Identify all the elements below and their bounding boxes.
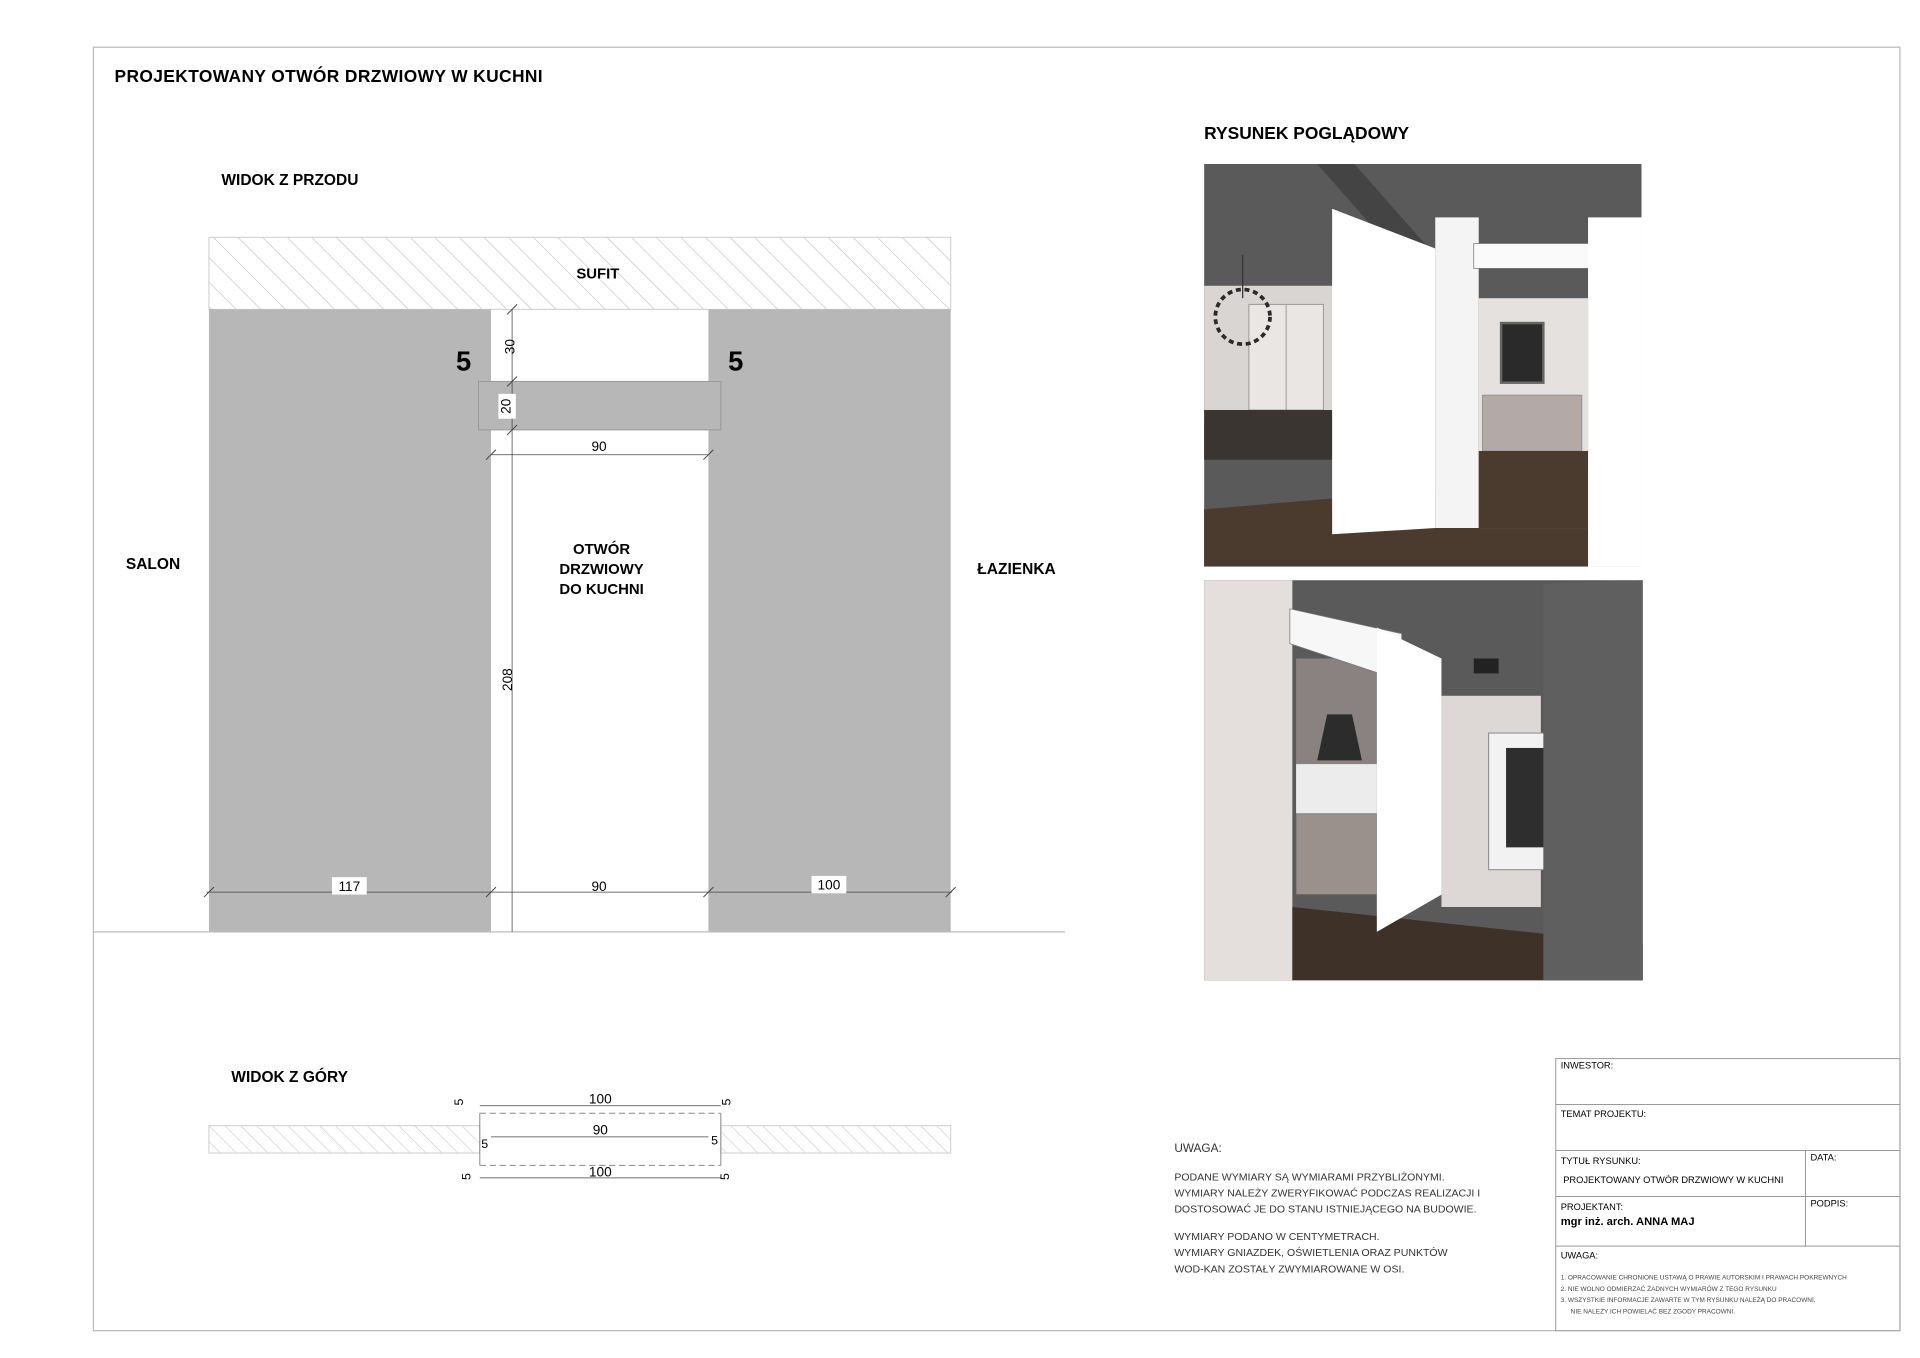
remarks-label: UWAGA: <box>1560 1250 1599 1261</box>
top-view-title: WIDOK Z GÓRY <box>231 1069 348 1087</box>
opening-label-2: DRZWIOWY <box>559 562 644 579</box>
remark-2: 2. NIE WOLNO ODMIERZAĆ ŻADNYCH WYMIARÓW Z TEGO RYSUNKU <box>1560 1285 1777 1293</box>
overhang-right: 5 <box>728 345 744 377</box>
render-top <box>1204 164 1641 567</box>
dim-wall-right: 100 <box>817 877 841 893</box>
notes-a-1: PODANE WYMIARY SĄ WYMIARAMI PRZYBLIŻONYMI. <box>1174 1171 1445 1184</box>
drawing-title-label: TYTUŁ RYSUNKU: <box>1560 1156 1641 1167</box>
drawing-title: PROJEKTOWANY OTWÓR DRZWIOWY W KUCHNI <box>1563 1174 1784 1185</box>
sheet-title: PROJEKTOWANY OTWÓR DRZWIOWY W KUCHNI <box>114 66 543 87</box>
remark-1: 1. OPRACOWANIE CHRONIONE USTAWĄ O PRAWIE AUTORSKIM I PRAWACH POKREWNYCH <box>1560 1274 1847 1282</box>
dim-lintel: 20 <box>498 398 514 414</box>
designer-name: mgr inż. arch. ANNA MAJ <box>1560 1216 1695 1229</box>
dim-top-gap: 30 <box>502 339 518 355</box>
wall-right <box>708 309 950 931</box>
investor-label: INWESTOR: <box>1560 1060 1614 1071</box>
plan-dim-small-4: 5 <box>711 1133 719 1148</box>
project-topic-label: TEMAT PROJEKTU: <box>1560 1108 1647 1119</box>
notes-a-3: DOSTOSOWAĆ JE DO STANU ISTNIEJĄCEGO NA BUDOWIE. <box>1174 1203 1477 1216</box>
notes <box>1174 1141 1480 1276</box>
ceiling-label: SUFIT <box>576 266 620 283</box>
plan-dim-bottom: 100 <box>588 1164 612 1180</box>
render-bottom <box>1204 580 1643 980</box>
front-view-title: WIDOK Z PRZODU <box>221 172 359 190</box>
plan-wall-left <box>209 1126 480 1153</box>
plan-dim-top: 100 <box>588 1091 612 1107</box>
designer-label: PROJEKTANT: <box>1560 1202 1624 1213</box>
date-label: DATA: <box>1810 1152 1837 1163</box>
top-view <box>209 1068 951 1180</box>
remark-4: NIE NALEŻY ICH POWIELAĆ BEZ ZGODY PRACOWNI. <box>1570 1308 1736 1316</box>
notes-b-2: WYMIARY GNIAZDEK, OŚWIETLENIA ORAZ PUNKTÓW <box>1174 1247 1448 1260</box>
remark-3: 3. WSZYSTKIE INFORMACJE ZAWARTE W TYM RYSUNKU NALEŻĄ DO PRACOWNI, <box>1560 1297 1816 1305</box>
plan-wall-right <box>721 1126 951 1153</box>
notes-b-1: WYMIARY PODANO W CENTYMETRACH. <box>1174 1230 1380 1243</box>
dim-opening-width: 90 <box>591 439 607 455</box>
overhang-left: 5 <box>456 345 472 377</box>
preview-title: RYSUNEK POGLĄDOWY <box>1204 123 1410 144</box>
title-block <box>1556 1059 1900 1331</box>
plan-dim-middle: 90 <box>592 1122 608 1138</box>
dim-wall-left: 117 <box>338 878 361 894</box>
signature-label: PODPIS: <box>1810 1198 1849 1209</box>
wall-left <box>209 309 491 931</box>
plan-dim-small-1: 5 <box>452 1098 467 1106</box>
plan-dim-small-2: 5 <box>719 1098 734 1106</box>
room-left-label: SALON <box>125 556 181 574</box>
opening-label-3: DO KUCHNI <box>559 581 644 598</box>
front-view <box>93 172 1065 932</box>
plan-dim-small-5: 5 <box>459 1173 474 1181</box>
notes-a-2: WYMIARY NALEŻY ZWERYFIKOWAĆ PODCZAS REALIZACJI I <box>1174 1187 1481 1200</box>
dim-bottom-opening: 90 <box>591 878 607 894</box>
notes-heading: UWAGA: <box>1174 1140 1222 1155</box>
room-right-label: ŁAZIENKA <box>977 561 1056 579</box>
plan-dim-small-3: 5 <box>481 1137 489 1152</box>
plan-dim-small-6: 5 <box>718 1173 733 1181</box>
dim-opening-height: 208 <box>499 668 515 692</box>
opening-label-1: OTWÓR <box>573 542 631 559</box>
notes-b-3: WOD-KAN ZOSTAŁY ZWYMIAROWANE W OSI. <box>1174 1263 1405 1276</box>
